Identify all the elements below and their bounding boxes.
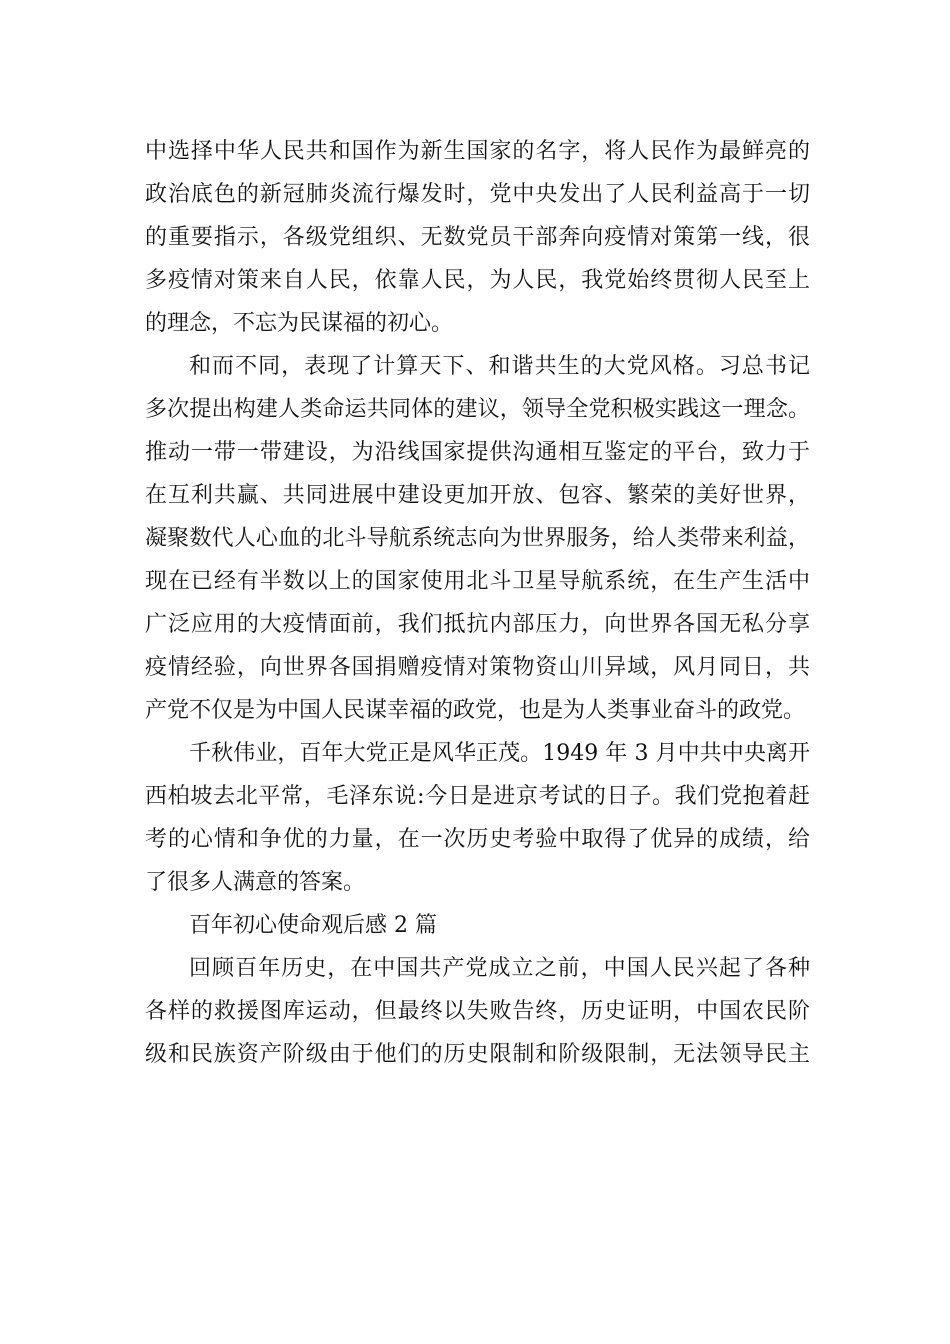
text-line: 各样的救援图库运动，但最终以失败告终，历史证明，中国农民阶	[145, 999, 810, 1024]
text-line: 中选择中华人民共和国作为新生国家的名字，将人民作为最鲜亮的	[145, 139, 810, 164]
text-line: 西柏坡去北平常，毛泽东说:今日是进京考试的日子。我们党抱着赶	[145, 784, 810, 809]
text-line: 考的心情和争优的力量，在一次历史考验中取得了优异的成绩，给	[145, 827, 810, 852]
text-line: 政治底色的新冠肺炎流行爆发时，党中央发出了人民利益高于一切	[145, 182, 810, 207]
text-line: 产党不仅是为中国人民谋幸福的政党，也是为人类事业奋斗的政党。	[145, 698, 806, 723]
text-line: 多疫情对策来自人民，依靠人民，为人民，我党始终贯彻人民至上	[145, 268, 810, 293]
text-line: 的理念，不忘为民谋福的初心。	[145, 311, 454, 336]
section-heading: 百年初心使命观后感 2 篇	[189, 913, 437, 938]
text-line: 级和民族资产阶级由于他们的历史限制和阶级限制，无法领导民主	[145, 1042, 810, 1067]
text-line: 现在已经有半数以上的国家使用北斗卫星导航系统，在生产生活中	[145, 569, 810, 594]
text-line: 广泛应用的大疫情面前，我们抵抗内部压力，向世界各国无私分享	[145, 612, 810, 637]
text-line: 在互利共赢、共同进展中建设更加开放、包容、繁荣的美好世界，	[145, 483, 810, 508]
text-line: 凝聚数代人心血的北斗导航系统志向为世界服务，给人类带来利益，	[145, 526, 810, 551]
text-line: 多次提出构建人类命运共同体的建议，领导全党积极实践这一理念。	[145, 397, 810, 422]
text-line: 了很多人满意的答案。	[145, 870, 366, 895]
text-line: 推动一带一带建设，为沿线国家提供沟通相互鉴定的平台，致力于	[145, 440, 810, 465]
text-line: 的重要指示，各级党组织、无数党员干部奔向疫情对策第一线，很	[145, 225, 810, 250]
paragraph-first-line: 千秋伟业，百年大党正是风华正茂。1949 年 3 月中共中央离开	[189, 741, 810, 766]
document-body	[145, 130, 810, 1076]
paragraph-first-line: 回顾百年历史，在中国共产党成立之前，中国人民兴起了各种	[189, 956, 810, 981]
paragraph-first-line: 和而不同，表现了计算天下、和谐共生的大党风格。习总书记	[189, 354, 810, 379]
text-line: 疫情经验，向世界各国捐赠疫情对策物资山川异域，风月同日，共	[145, 655, 810, 680]
